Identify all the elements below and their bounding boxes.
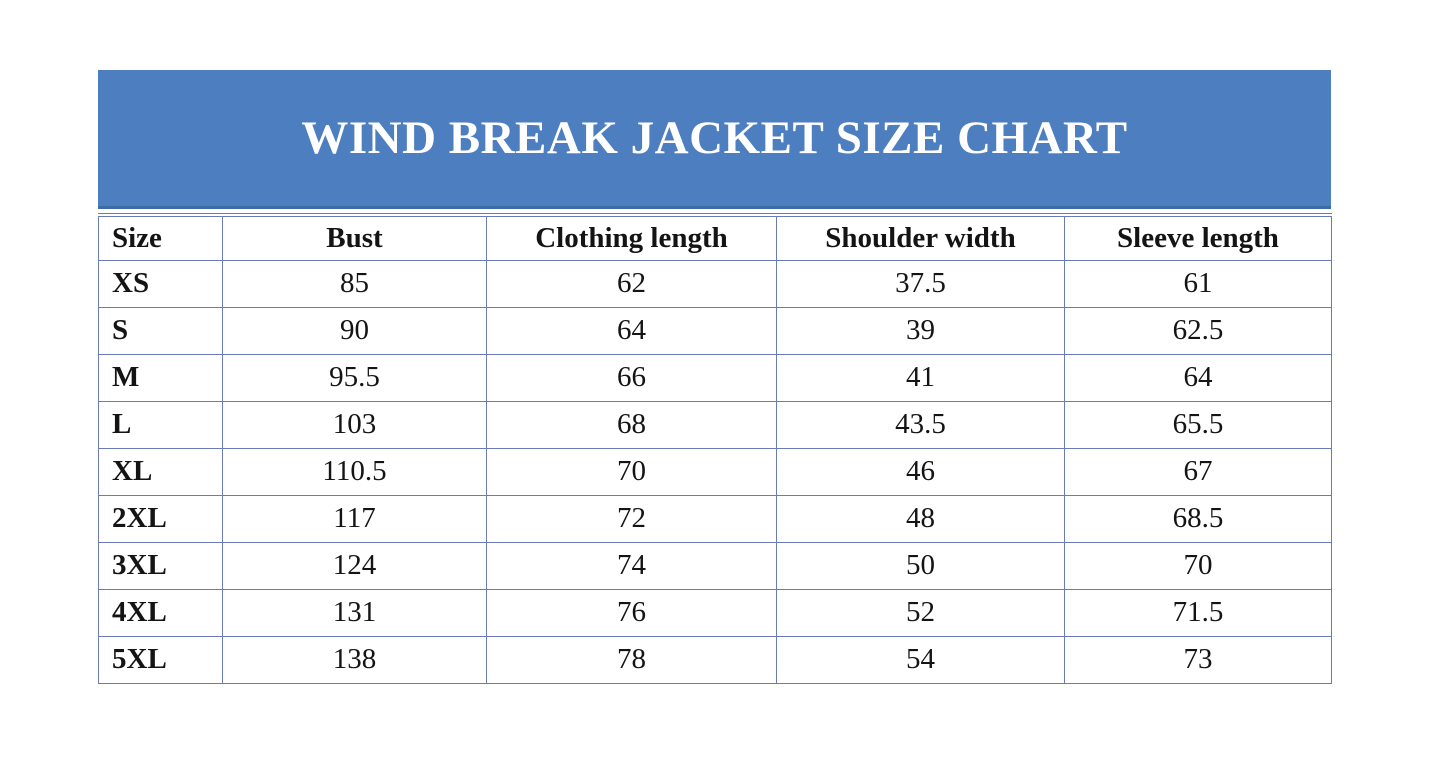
value-cell: 85 [223, 260, 487, 307]
size-row-4xl [99, 589, 1332, 636]
size-row-s [99, 307, 1332, 354]
value-cell: 54 [777, 636, 1065, 683]
size-row-5xl [99, 636, 1332, 683]
chart-banner [98, 70, 1331, 209]
value-cell: 124 [223, 542, 487, 589]
value-cell: 71.5 [1065, 589, 1332, 636]
row-label: 5XL [99, 636, 223, 683]
value-cell: 67 [1065, 448, 1332, 495]
column-header-sleeve-length: Sleeve length [1065, 215, 1332, 260]
size-row-l [99, 401, 1332, 448]
column-header-bust: Bust [223, 215, 487, 260]
value-cell: 52 [777, 589, 1065, 636]
size-row-m [99, 354, 1332, 401]
value-cell: 95.5 [223, 354, 487, 401]
row-label: 2XL [99, 495, 223, 542]
value-cell: 48 [777, 495, 1065, 542]
value-cell: 62.5 [1065, 307, 1332, 354]
value-cell: 62 [487, 260, 777, 307]
size-row-3xl [99, 542, 1332, 589]
value-cell: 74 [487, 542, 777, 589]
value-cell: 68 [487, 401, 777, 448]
value-cell: 131 [223, 589, 487, 636]
size-row-2xl [99, 495, 1332, 542]
row-label: XS [99, 260, 223, 307]
header-row [99, 215, 1332, 260]
value-cell: 46 [777, 448, 1065, 495]
value-cell: 64 [487, 307, 777, 354]
value-cell: 37.5 [777, 260, 1065, 307]
column-header-size: Size [99, 215, 223, 260]
row-label: XL [99, 448, 223, 495]
row-label: 4XL [99, 589, 223, 636]
value-cell: 68.5 [1065, 495, 1332, 542]
column-header-shoulder-width: Shoulder width [777, 215, 1065, 260]
value-cell: 90 [223, 307, 487, 354]
chart-title: WIND BREAK JACKET SIZE CHART [301, 112, 1128, 164]
value-cell: 50 [777, 542, 1065, 589]
value-cell: 43.5 [777, 401, 1065, 448]
column-header-clothing-length: Clothing length [487, 215, 777, 260]
size-row-xl [99, 448, 1332, 495]
value-cell: 61 [1065, 260, 1332, 307]
value-cell: 76 [487, 589, 777, 636]
size-row-xs [99, 260, 1332, 307]
value-cell: 65.5 [1065, 401, 1332, 448]
value-cell: 70 [487, 448, 777, 495]
row-label: S [99, 307, 223, 354]
value-cell: 66 [487, 354, 777, 401]
size-chart [98, 70, 1331, 684]
value-cell: 72 [487, 495, 777, 542]
row-label: M [99, 354, 223, 401]
value-cell: 110.5 [223, 448, 487, 495]
row-label: L [99, 401, 223, 448]
value-cell: 78 [487, 636, 777, 683]
value-cell: 103 [223, 401, 487, 448]
value-cell: 41 [777, 354, 1065, 401]
value-cell: 70 [1065, 542, 1332, 589]
value-cell: 138 [223, 636, 487, 683]
value-cell: 64 [1065, 354, 1332, 401]
value-cell: 117 [223, 495, 487, 542]
row-label: 3XL [99, 542, 223, 589]
value-cell: 39 [777, 307, 1065, 354]
size-table [98, 213, 1332, 684]
value-cell: 73 [1065, 636, 1332, 683]
